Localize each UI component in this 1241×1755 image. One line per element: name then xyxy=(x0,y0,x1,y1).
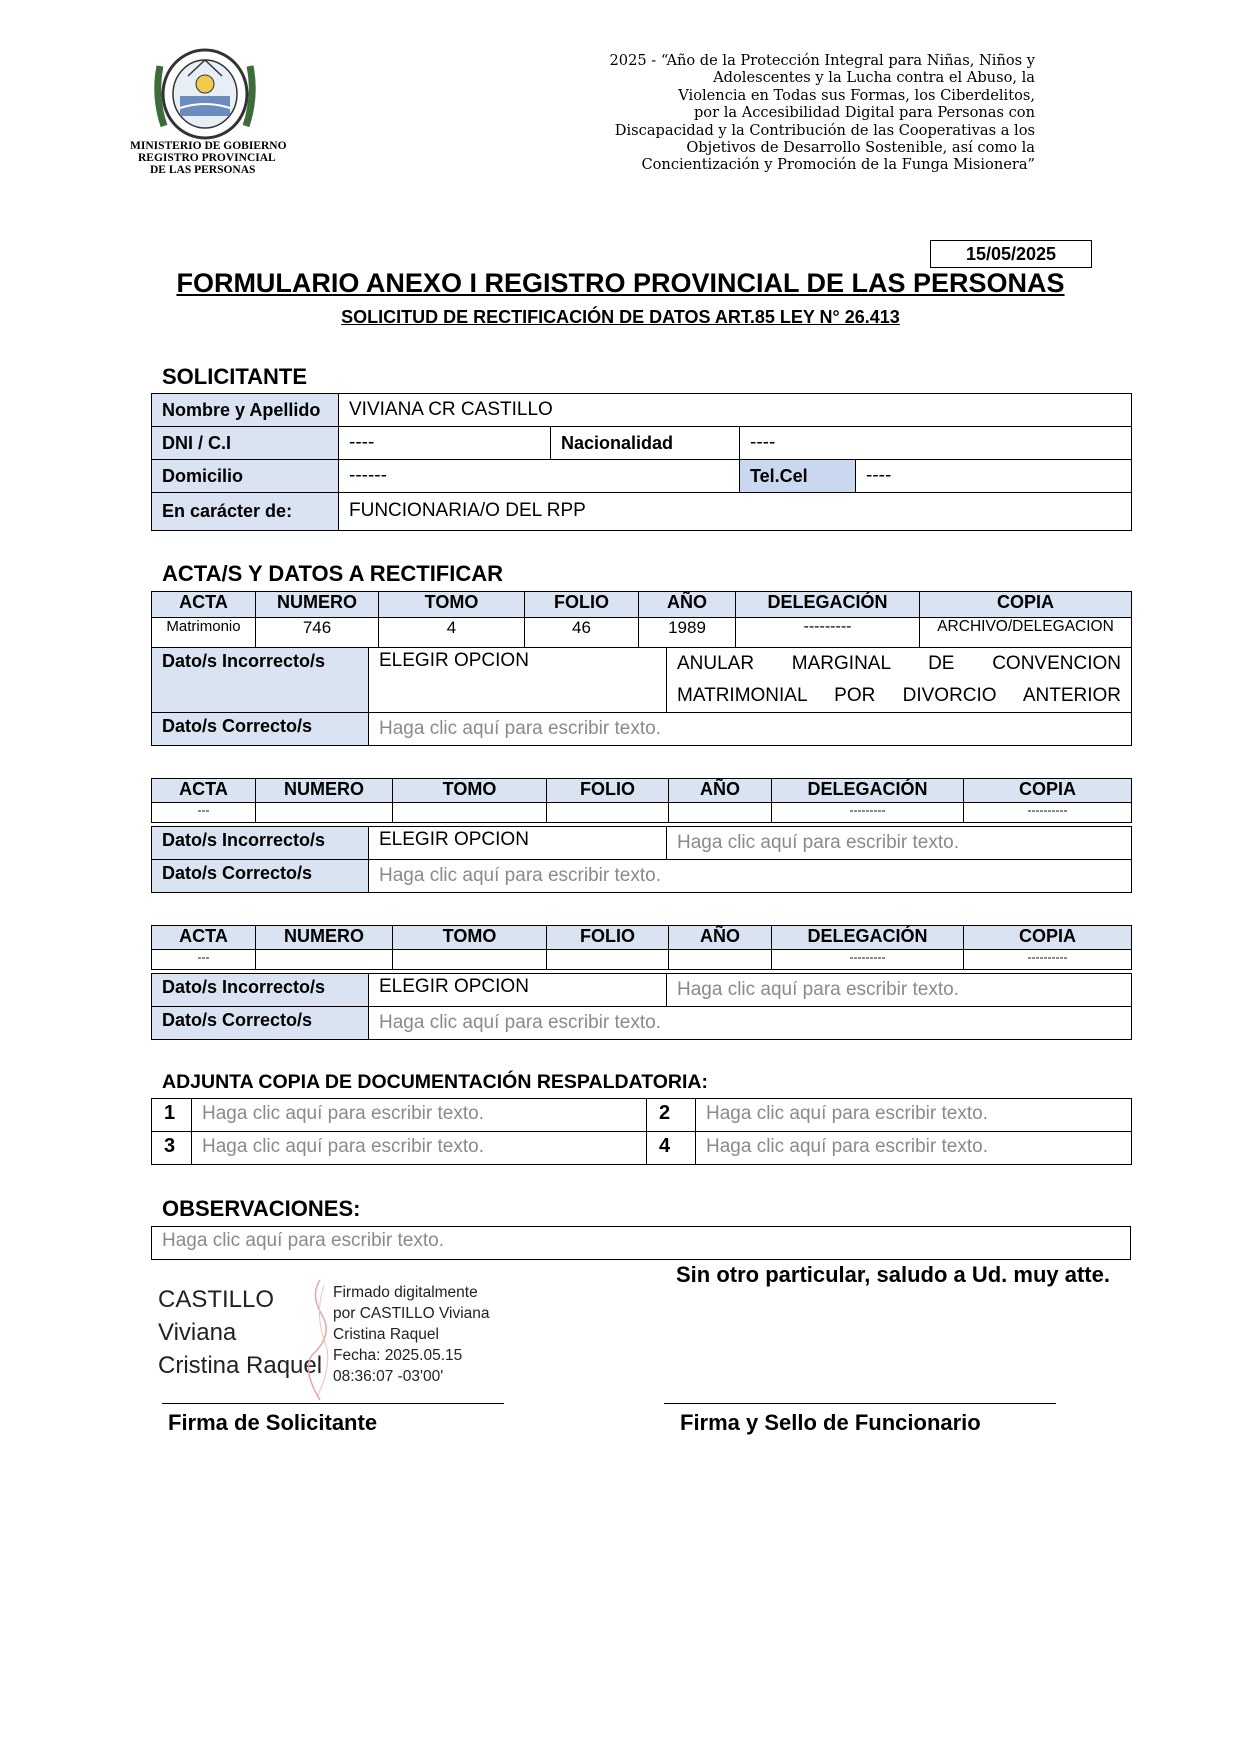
motto-line: Adolescentes y la Lucha contra el Abuso, la xyxy=(713,69,1035,87)
col-header-copia: COPIA xyxy=(964,926,1132,950)
date-field[interactable]: 15/05/2025 xyxy=(930,240,1092,268)
correct-text-field[interactable]: Haga clic aquí para escribir texto. xyxy=(369,713,1132,746)
section-heading-actas: ACTA/S Y DATOS A RECTIFICAR xyxy=(162,561,504,586)
motto-line: Discapacidad y la Contribución de las Cooperativas a los xyxy=(614,121,1035,139)
acta-type-field[interactable]: --- xyxy=(152,803,256,823)
col-header-anio: AÑO xyxy=(639,592,736,618)
adjunta-field[interactable]: Haga clic aquí para escribir texto. xyxy=(696,1132,1132,1165)
signature-line-right xyxy=(664,1403,1056,1404)
motto-line: Concientización y Promoción de la Funga Misionera” xyxy=(641,156,1035,174)
col-header-tomo: TOMO xyxy=(393,779,547,803)
solicitante-table xyxy=(151,393,1132,531)
correct-label: Dato/s Correcto/s xyxy=(152,1007,369,1040)
correct-text-field[interactable]: Haga clic aquí para escribir texto. xyxy=(369,860,1132,893)
observaciones-table xyxy=(151,1226,1131,1260)
ministry-line: DE LAS PERSONAS xyxy=(150,164,256,176)
col-header-acta: ACTA xyxy=(152,592,256,618)
domicilio-label: Domicilio xyxy=(152,460,339,493)
ministry-line: REGISTRO PROVINCIAL xyxy=(138,152,276,164)
incorrect-text-field[interactable]: ANULAR MARGINAL DE CONVENCION MATRIMONIAL POR DIVORCIO ANTERIOR xyxy=(667,648,1132,713)
observaciones-field[interactable]: Haga clic aquí para escribir texto. xyxy=(152,1227,1131,1260)
numero-field[interactable] xyxy=(256,803,393,823)
col-header-folio: FOLIO xyxy=(547,779,669,803)
motto-line: 2025 - “Año de la Protección Integral para Niñas, Niños y xyxy=(609,52,1035,69)
adjunta-number: 1 xyxy=(152,1099,192,1132)
tomo-field[interactable]: 4 xyxy=(379,618,525,648)
folio-field[interactable] xyxy=(547,803,669,823)
tomo-field[interactable] xyxy=(393,803,547,823)
telcel-field[interactable]: ---- xyxy=(856,460,1132,493)
col-header-folio: FOLIO xyxy=(525,592,639,618)
folio-field[interactable]: 46 xyxy=(525,618,639,648)
signature-meta-line: Cristina Raquel xyxy=(333,1326,439,1343)
acta-type-field[interactable]: --- xyxy=(152,950,256,970)
anio-field[interactable] xyxy=(669,950,772,970)
numero-field[interactable]: 746 xyxy=(256,618,379,648)
footer-firma-funcionario: Firma y Sello de Funcionario xyxy=(680,1410,981,1435)
correct-text-field[interactable]: Haga clic aquí para escribir texto. xyxy=(369,1007,1132,1040)
signature-meta-line: Fecha: 2025.05.15 xyxy=(333,1347,463,1364)
form-subtitle: SOLICITUD DE RECTIFICACIÓN DE DATOS ART.85 LEY N° 26.413 xyxy=(341,307,900,327)
incorrect-text-field[interactable]: Haga clic aquí para escribir texto. xyxy=(667,827,1132,860)
form-title: FORMULARIO ANEXO I REGISTRO PROVINCIAL DE LAS PERSONAS xyxy=(176,268,1065,298)
correct-label: Dato/s Correcto/s xyxy=(152,713,369,746)
col-header-delegacion: DELEGACIÓN xyxy=(736,592,920,618)
col-header-tomo: TOMO xyxy=(393,926,547,950)
signature-name-line: Viviana xyxy=(158,1319,237,1346)
copia-field[interactable]: ---------- xyxy=(964,803,1132,823)
incorrect-label: Dato/s Incorrecto/s xyxy=(152,827,369,860)
caracter-field[interactable]: FUNCIONARIA/O DEL RPP xyxy=(339,493,1132,531)
motto-line: Violencia en Todas sus Formas, los Ciberdelitos, xyxy=(678,86,1035,104)
adjunta-number: 4 xyxy=(647,1132,696,1165)
col-header-numero: NUMERO xyxy=(256,592,379,618)
closing-text: Sin otro particular, saludo a Ud. muy atte. xyxy=(676,1262,1110,1287)
nacionalidad-label: Nacionalidad xyxy=(551,427,740,460)
delegacion-field[interactable]: --------- xyxy=(772,803,964,823)
incorrect-label: Dato/s Incorrecto/s xyxy=(152,648,369,713)
acta-type-field[interactable]: Matrimonio xyxy=(152,618,256,648)
nacionalidad-field[interactable]: ---- xyxy=(740,427,1132,460)
acta-block-3 xyxy=(151,925,1132,970)
tomo-field[interactable] xyxy=(393,950,547,970)
col-header-delegacion: DELEGACIÓN xyxy=(772,779,964,803)
dni-field[interactable]: ---- xyxy=(339,427,551,460)
acta-block-2 xyxy=(151,778,1132,823)
adjunta-table xyxy=(151,1098,1132,1165)
year-motto xyxy=(490,52,1035,174)
signature-name-line: Cristina Raquel xyxy=(158,1352,323,1379)
nombre-label: Nombre y Apellido xyxy=(152,394,339,427)
col-header-tomo: TOMO xyxy=(379,592,525,618)
section-heading-adjunta: ADJUNTA COPIA DE DOCUMENTACIÓN RESPALDATORIA: xyxy=(162,1071,708,1093)
signature-meta-line: 08:36:07 -03'00' xyxy=(333,1368,444,1385)
section-heading-solicitante: SOLICITANTE xyxy=(162,364,308,389)
dni-label: DNI / C.I xyxy=(152,427,339,460)
ministry-name xyxy=(130,140,310,176)
acta-block-3-data xyxy=(151,973,1132,1040)
col-header-copia: COPIA xyxy=(964,779,1132,803)
domicilio-field[interactable]: ------ xyxy=(339,460,740,493)
anio-field[interactable] xyxy=(669,803,772,823)
correct-label: Dato/s Correcto/s xyxy=(152,860,369,893)
adjunta-number: 3 xyxy=(152,1132,192,1165)
adjunta-field[interactable]: Haga clic aquí para escribir texto. xyxy=(192,1132,647,1165)
signature-meta-line: por CASTILLO Viviana xyxy=(333,1305,490,1322)
incorrect-option-dropdown[interactable]: ELEGIR OPCION xyxy=(369,648,667,713)
acta-block-1 xyxy=(151,591,1132,648)
col-header-delegacion: DELEGACIÓN xyxy=(772,926,964,950)
signature-meta-line: Firmado digitalmente xyxy=(333,1284,478,1301)
provincial-seal-icon xyxy=(150,46,260,142)
adjunta-number: 2 xyxy=(647,1099,696,1132)
delegacion-field[interactable]: --------- xyxy=(736,618,920,648)
col-header-copia: COPIA xyxy=(920,592,1132,618)
delegacion-field[interactable]: --------- xyxy=(772,950,964,970)
folio-field[interactable] xyxy=(547,950,669,970)
signature-name-line: CASTILLO xyxy=(158,1286,275,1313)
acta-block-2-data xyxy=(151,826,1132,893)
adjunta-field[interactable]: Haga clic aquí para escribir texto. xyxy=(192,1099,647,1132)
copia-field[interactable]: ---------- xyxy=(964,950,1132,970)
ministry-line: MINISTERIO DE GOBIERNO xyxy=(130,140,287,152)
col-header-numero: NUMERO xyxy=(256,779,393,803)
nombre-field[interactable]: VIVIANA CR CASTILLO xyxy=(339,394,1132,427)
telcel-label: Tel.Cel xyxy=(740,460,856,493)
caracter-label: En carácter de: xyxy=(152,493,339,531)
col-header-numero: NUMERO xyxy=(256,926,393,950)
copia-field[interactable]: ARCHIVO/DELEGACION xyxy=(920,618,1132,648)
motto-line: por la Accesibilidad Digital para Personas con xyxy=(693,104,1035,122)
acta-block-1-data xyxy=(151,647,1132,746)
footer-firma-solicitante: Firma de Solicitante xyxy=(168,1410,378,1435)
col-header-folio: FOLIO xyxy=(547,926,669,950)
col-header-acta: ACTA xyxy=(152,779,256,803)
col-header-acta: ACTA xyxy=(152,926,256,950)
motto-line: Objetivos de Desarrollo Sostenible, así como la xyxy=(686,139,1035,157)
incorrect-label: Dato/s Incorrecto/s xyxy=(152,974,369,1007)
adjunta-field[interactable]: Haga clic aquí para escribir texto. xyxy=(696,1099,1132,1132)
signature-line-left xyxy=(162,1403,504,1404)
numero-field[interactable] xyxy=(256,950,393,970)
signature-name xyxy=(158,1283,322,1382)
incorrect-option-dropdown[interactable]: ELEGIR OPCION xyxy=(369,974,667,1007)
incorrect-text-field[interactable]: Haga clic aquí para escribir texto. xyxy=(667,974,1132,1007)
anio-field[interactable]: 1989 xyxy=(639,618,736,648)
digital-signature-stamp xyxy=(333,1282,490,1387)
col-header-anio: AÑO xyxy=(669,926,772,950)
col-header-anio: AÑO xyxy=(669,779,772,803)
incorrect-option-dropdown[interactable]: ELEGIR OPCION xyxy=(369,827,667,860)
section-heading-observaciones: OBSERVACIONES: xyxy=(162,1196,361,1221)
